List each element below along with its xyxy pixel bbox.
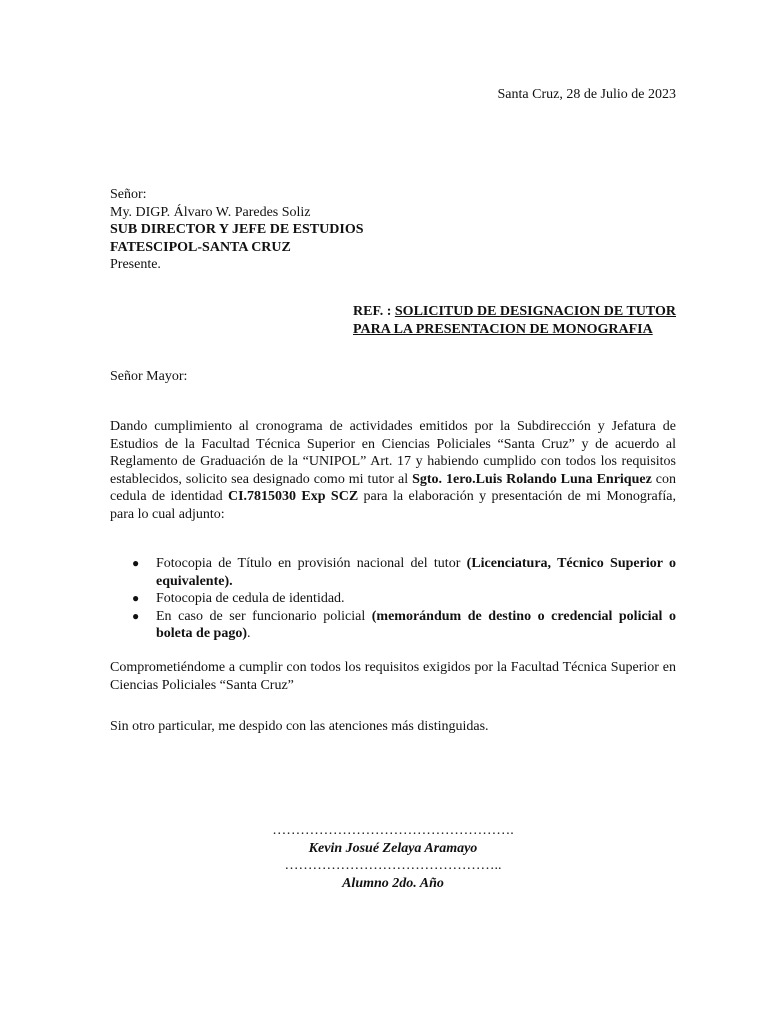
date-line: Santa Cruz, 28 de Julio de 2023 bbox=[497, 87, 676, 102]
addressee-block bbox=[110, 186, 676, 274]
list-item-bold: (memorándum de destino o credencial policial o boleta de pago) bbox=[156, 608, 676, 641]
tutor-name: Sgto. 1ero.Luis Rolando Luna Enriquez bbox=[412, 471, 652, 487]
addressee-greeting: Señor: bbox=[110, 187, 147, 202]
reference-block bbox=[110, 303, 676, 337]
list-item-tail: . bbox=[247, 626, 251, 641]
commitment-paragraph: Comprometiéndome a cumplir con todos los requisitos exigidos por la Facultad Técnica Superior en Ciencias Policiales “Santa Cruz” bbox=[110, 660, 676, 693]
tutor-id: CI.7815030 Exp SCZ bbox=[227, 489, 359, 504]
signature-dots-1: ……………………………………………. bbox=[272, 823, 514, 838]
letter-page bbox=[110, 0, 676, 1024]
bullet-icon: ● bbox=[132, 556, 140, 570]
list-item bbox=[110, 590, 676, 608]
list-item-text: En caso de ser funcionario policial bbox=[156, 608, 372, 624]
addressee-presente: Presente. bbox=[110, 257, 161, 272]
addressee-position: SUB DIRECTOR Y JEFE DE ESTUDIOS bbox=[110, 222, 364, 237]
addressee-institution: FATESCIPOL-SANTA CRUZ bbox=[110, 239, 291, 255]
body-text-a: Dando cumplimiento al cronograma de actividades emitidos por la Subdirección y Jefatura de Estudios de la Facultad Técnica Superior en Ciencias Policiales “Santa Cruz” y de acuerdo al Reglamento de Graduación de la “UNIPOL” Art. 17 y habiendo cumplido con todos los requisitos establecidos, solicito sea designado como mi tutor al bbox=[110, 419, 676, 487]
body-text-c: para la elaboración y presentación de mi Monografía, para lo cual adjunto: bbox=[110, 489, 676, 522]
list-item-bold: (Licenciatura, Técnico Superior o equivalente). bbox=[156, 556, 676, 589]
body-paragraph bbox=[110, 418, 676, 523]
list-item bbox=[110, 608, 676, 643]
addressee-name: My. DIGP. Álvaro W. Paredes Soliz bbox=[110, 204, 311, 220]
requirements-list bbox=[110, 555, 676, 643]
list-item-text: Fotocopia de cedula de identidad. bbox=[156, 591, 345, 606]
closing-line: Sin otro particular, me despido con las atenciones más distinguidas. bbox=[110, 719, 489, 734]
signer-title: Alumno 2do. Año bbox=[342, 875, 444, 891]
bullet-icon: ● bbox=[132, 608, 140, 623]
signature-block bbox=[110, 822, 676, 892]
reference-subject-2: PARA LA PRESENTACION DE MONOGRAFIA bbox=[353, 321, 653, 337]
list-item-text: Fotocopia de Título en provisión nacional del tutor bbox=[156, 556, 467, 571]
reference-line-1 bbox=[110, 303, 676, 321]
list-item bbox=[110, 555, 676, 590]
reference-prefix: REF. : bbox=[353, 304, 395, 319]
reference-subject-1: SOLICITUD DE DESIGNACION DE TUTOR bbox=[394, 304, 676, 319]
bullet-icon: ● bbox=[132, 591, 140, 605]
signer-name: Kevin Josué Zelaya Aramayo bbox=[308, 840, 478, 856]
salutation: Señor Mayor: bbox=[110, 369, 188, 384]
body-text-b: con cedula de identidad bbox=[110, 471, 677, 504]
signature-dots-2: ……………………………………….. bbox=[284, 858, 502, 873]
